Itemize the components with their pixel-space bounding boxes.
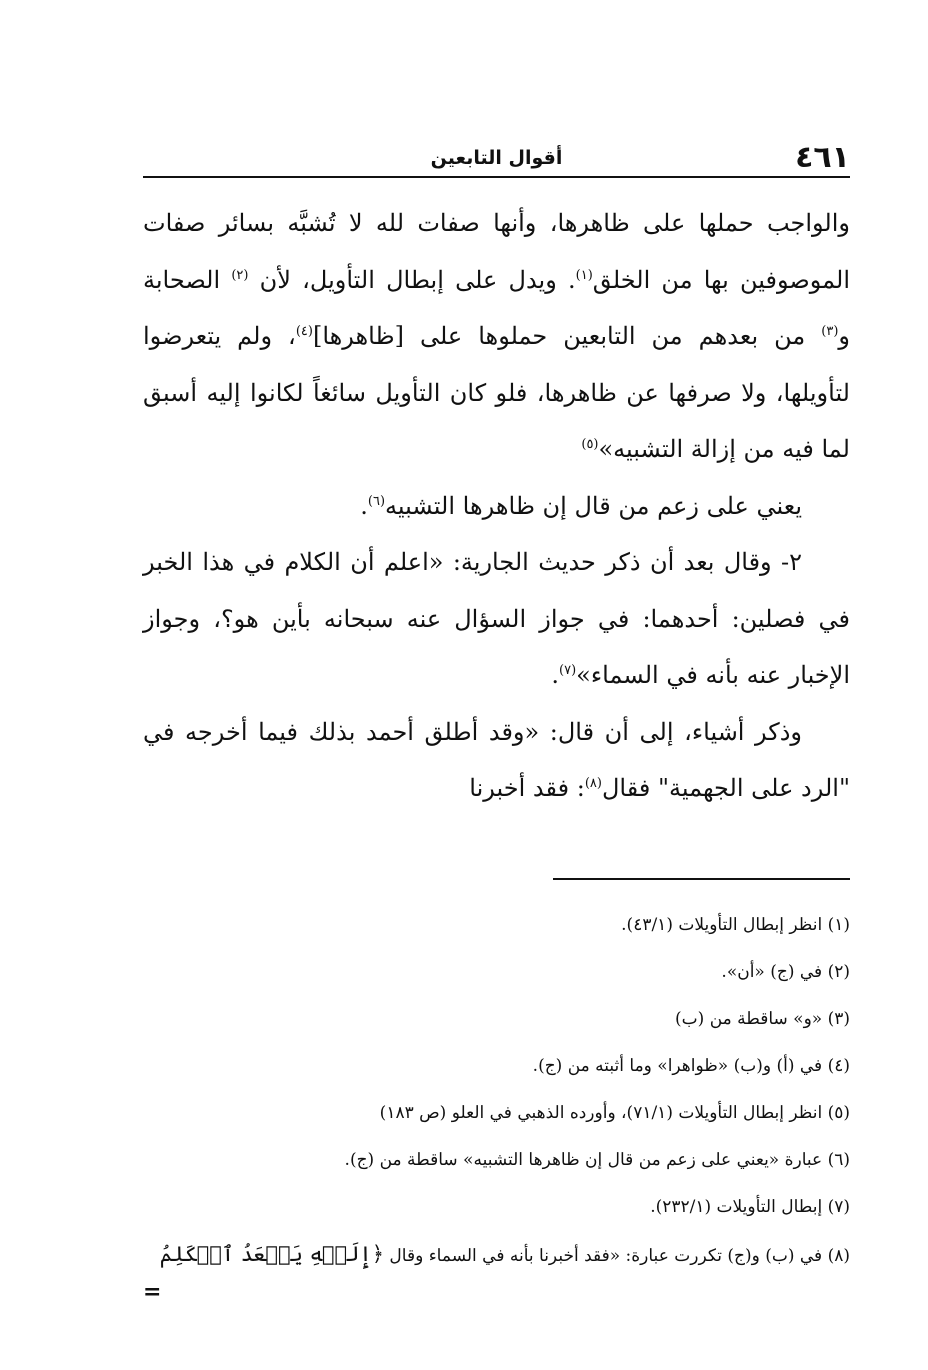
footnote-ref-4[interactable]: (٤) [295,324,313,339]
continuation-mark: = [143,1279,162,1305]
running-title: أقوال التابعين [430,147,563,169]
footnotes-separator [553,878,850,880]
footnote-1: (١) انظر إبطال التأويلات (٤٣/١). [621,915,850,935]
footnote-ref-6[interactable]: (٦) [367,493,386,509]
footnote-6: (٦) عبارة «يعني على زعم من قال إن ظاهرها التشبيه» ساقطة من (ج). [344,1150,850,1170]
main-text [143,195,850,817]
footnotes [143,902,850,1280]
footnote-4: (٤) في (أ) و(ب) «ظواهرا» وما أثبته من (ج). [532,1056,850,1076]
footnote-ref-8[interactable]: (٨) [584,776,602,791]
paragraph-2: يعني على زعم من قال إن ظاهرها التشبيه$^{(٦)}$. [360,491,802,520]
header-rule [143,176,850,178]
paragraph-1: والواجب حملها على ظاهرها، وأنها صفات لله لا تُشبَّه بسائر صفات الموصوفين بها من الخلق$^{(١)}$. ويدل على إبطال التأويل، لأن $^{(٢)}$ الصحابة و$^{(٣)}$ من بعدهم من التابعين حملوها على [ظاهرها]$^{(٤)}$، ولم يتعرضوا لتأويلها، ولا صرفها عن ظاهرها، فلو كان التأويل سائغاً لكانوا إليه أسبق لما فيه من إزالة التشبيه»$^{(٥)}$ [143,209,851,463]
paragraph-4: وذكر أشياء، إلى أن قال: «وقد أطلق أحمد بذلك فيما أخرجه في "الرد على الجهمية" فقال$^{(٨)}$: فقد أخبرنا [143,717,850,802]
paragraph-3: ٢- وقال بعد أن ذكر حديث الجارية: «اعلم أن الكلام في هذا الخبر في فصلين: أحدهما: في جواز السؤال عنه سبحانه بأين هو؟، وجواز الإخبار عنه بأنه في السماء»$^{(٧)}$. [143,548,850,689]
footnote-3: (٣) «و» ساقطة من (ب) [675,1009,850,1029]
footnote-2: (٢) في (ج) «أن». [721,962,850,982]
footnote-ref-3[interactable]: (٣) [821,324,839,339]
footnote-7: (٧) إبطال التأويلات (٢٣٢/١). [650,1197,850,1217]
footnote-5: (٥) انظر إبطال التأويلات (٧١/١)، وأورده الذهبي في العلو (ص ١٨٣) [379,1103,850,1123]
page-header [143,138,850,178]
footnote-ref-2[interactable]: (٢) [231,267,249,283]
footnote-ref-5[interactable]: (٥) [581,437,599,452]
footnote-ref-1[interactable]: (١) [575,267,593,283]
quran-quote: ﴿إِلَيۡهِ يَصۡعَدُ ٱلۡكَلِمُ [159,1242,385,1266]
footnote-8: (٨) في (ب) و(ج) تكررت عبارة: «فقد أخبرنا بأنه في السماء وقال ﴿إِلَيۡهِ يَصۡعَدُ ٱلۡكَلِمُ [159,1242,850,1266]
footnote-ref-7[interactable]: (٧) [559,663,577,678]
page-number: ٤٦١ [795,140,850,175]
